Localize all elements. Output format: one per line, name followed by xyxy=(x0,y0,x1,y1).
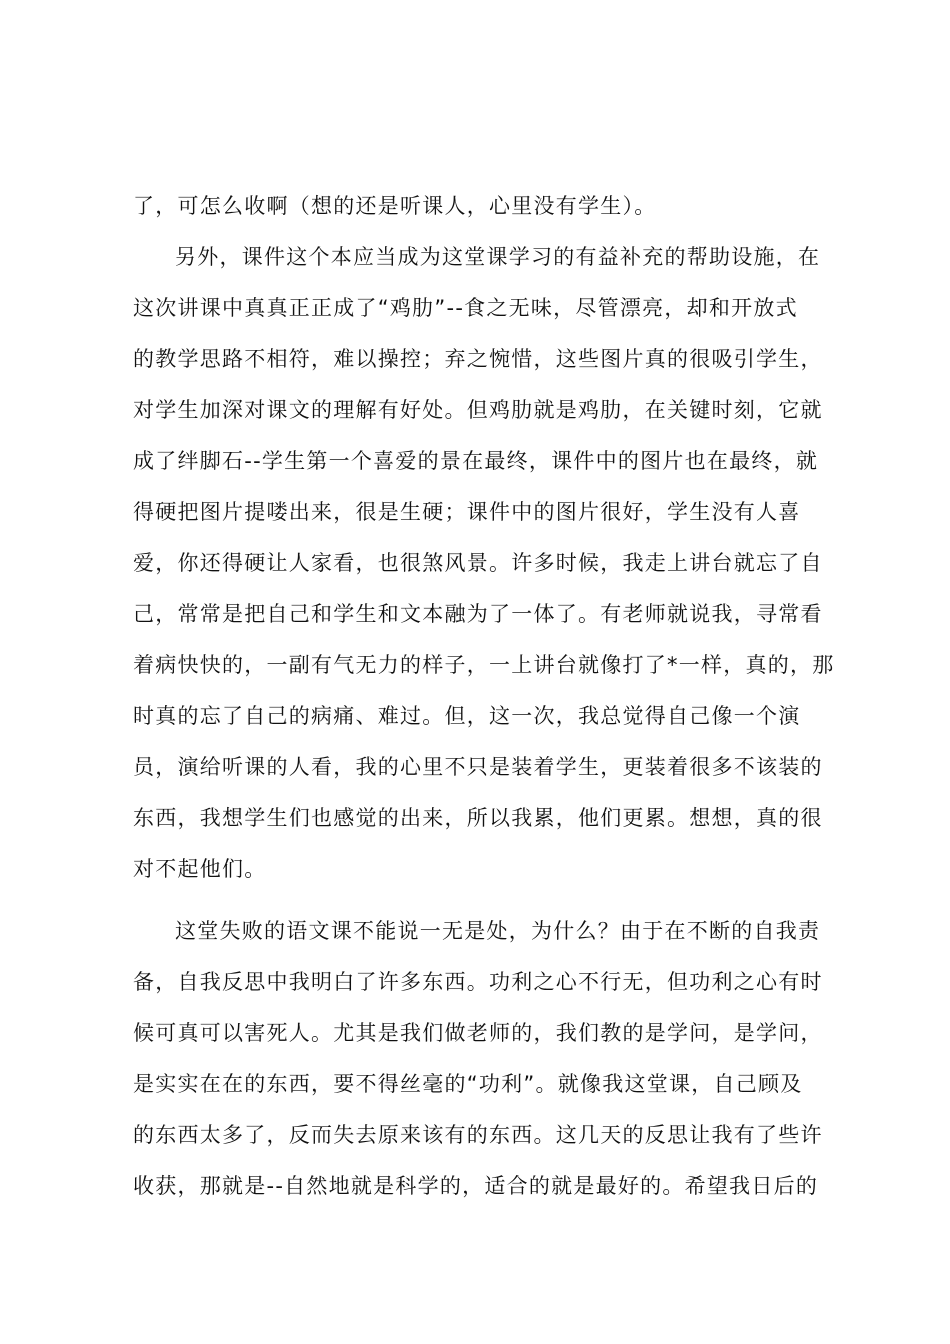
text-line: 对学生加深对课文的理解有好处。但鸡肋就是鸡肋，在关键时刻，它就 xyxy=(133,398,823,422)
text-line: 着病快快的，一副有气无力的样子，一上讲台就像打了*一样，真的，那 xyxy=(133,653,835,677)
text-line: 这次讲课中真真正正成了“鸡肋”--食之无味，尽管漂亮，却和开放式 xyxy=(133,296,798,320)
paragraph-first-line: 这堂失败的语文课不能说一无是处，为什么？由于在不断的自我责 xyxy=(175,919,821,943)
text-line: 得硬把图片提喽出来，很是生硬；课件中的图片很好，学生没有人喜 xyxy=(133,500,801,524)
text-line: 东西，我想学生们也感觉的出来，所以我累，他们更累。想想，真的很 xyxy=(133,806,823,830)
text-line: 爱，你还得硬让人家看，也很煞风景。许多时候，我走上讲台就忘了自 xyxy=(133,551,823,575)
text-line: 成了绊脚石--学生第一个喜爱的景在最终，课件中的图片也在最终，就 xyxy=(133,449,819,473)
text-line: 己，常常是把自己和学生和文本融为了一体了。有老师就说我，寻常看 xyxy=(133,602,823,626)
text-line: 员，演给听课的人看，我的心里不只是装着学生，更装着很多不该装的 xyxy=(133,755,823,779)
text-line: 了，可怎么收啊（想的还是听课人，心里没有学生）。 xyxy=(133,194,657,218)
text-line: 是实实在在的东西，要不得丝毫的“功利”。就像我这堂课，自己顾及 xyxy=(133,1072,803,1096)
text-line: 的东西太多了，反而失去原来该有的东西。这几天的反思让我有了些许 xyxy=(133,1123,823,1147)
text-line: 候可真可以害死人。尤其是我们做老师的，我们教的是学问，是学问， xyxy=(133,1021,823,1045)
paragraph-first-line: 另外，课件这个本应当成为这堂课学习的有益补充的帮助设施，在 xyxy=(175,245,821,269)
text-line: 对不起他们。 xyxy=(133,857,267,881)
text-line: 时真的忘了自己的病痛、难过。但，这一次，我总觉得自己像一个演 xyxy=(133,704,801,728)
text-line: 收获，那就是--自然地就是科学的，适合的就是最好的。希望我日后的 xyxy=(133,1174,819,1198)
text-line: 备，自我反思中我明白了许多东西。功利之心不行无，但功利之心有时 xyxy=(133,970,823,994)
text-line: 的教学思路不相符，难以操控；弃之惋惜，这些图片真的很吸引学生， xyxy=(133,347,823,371)
